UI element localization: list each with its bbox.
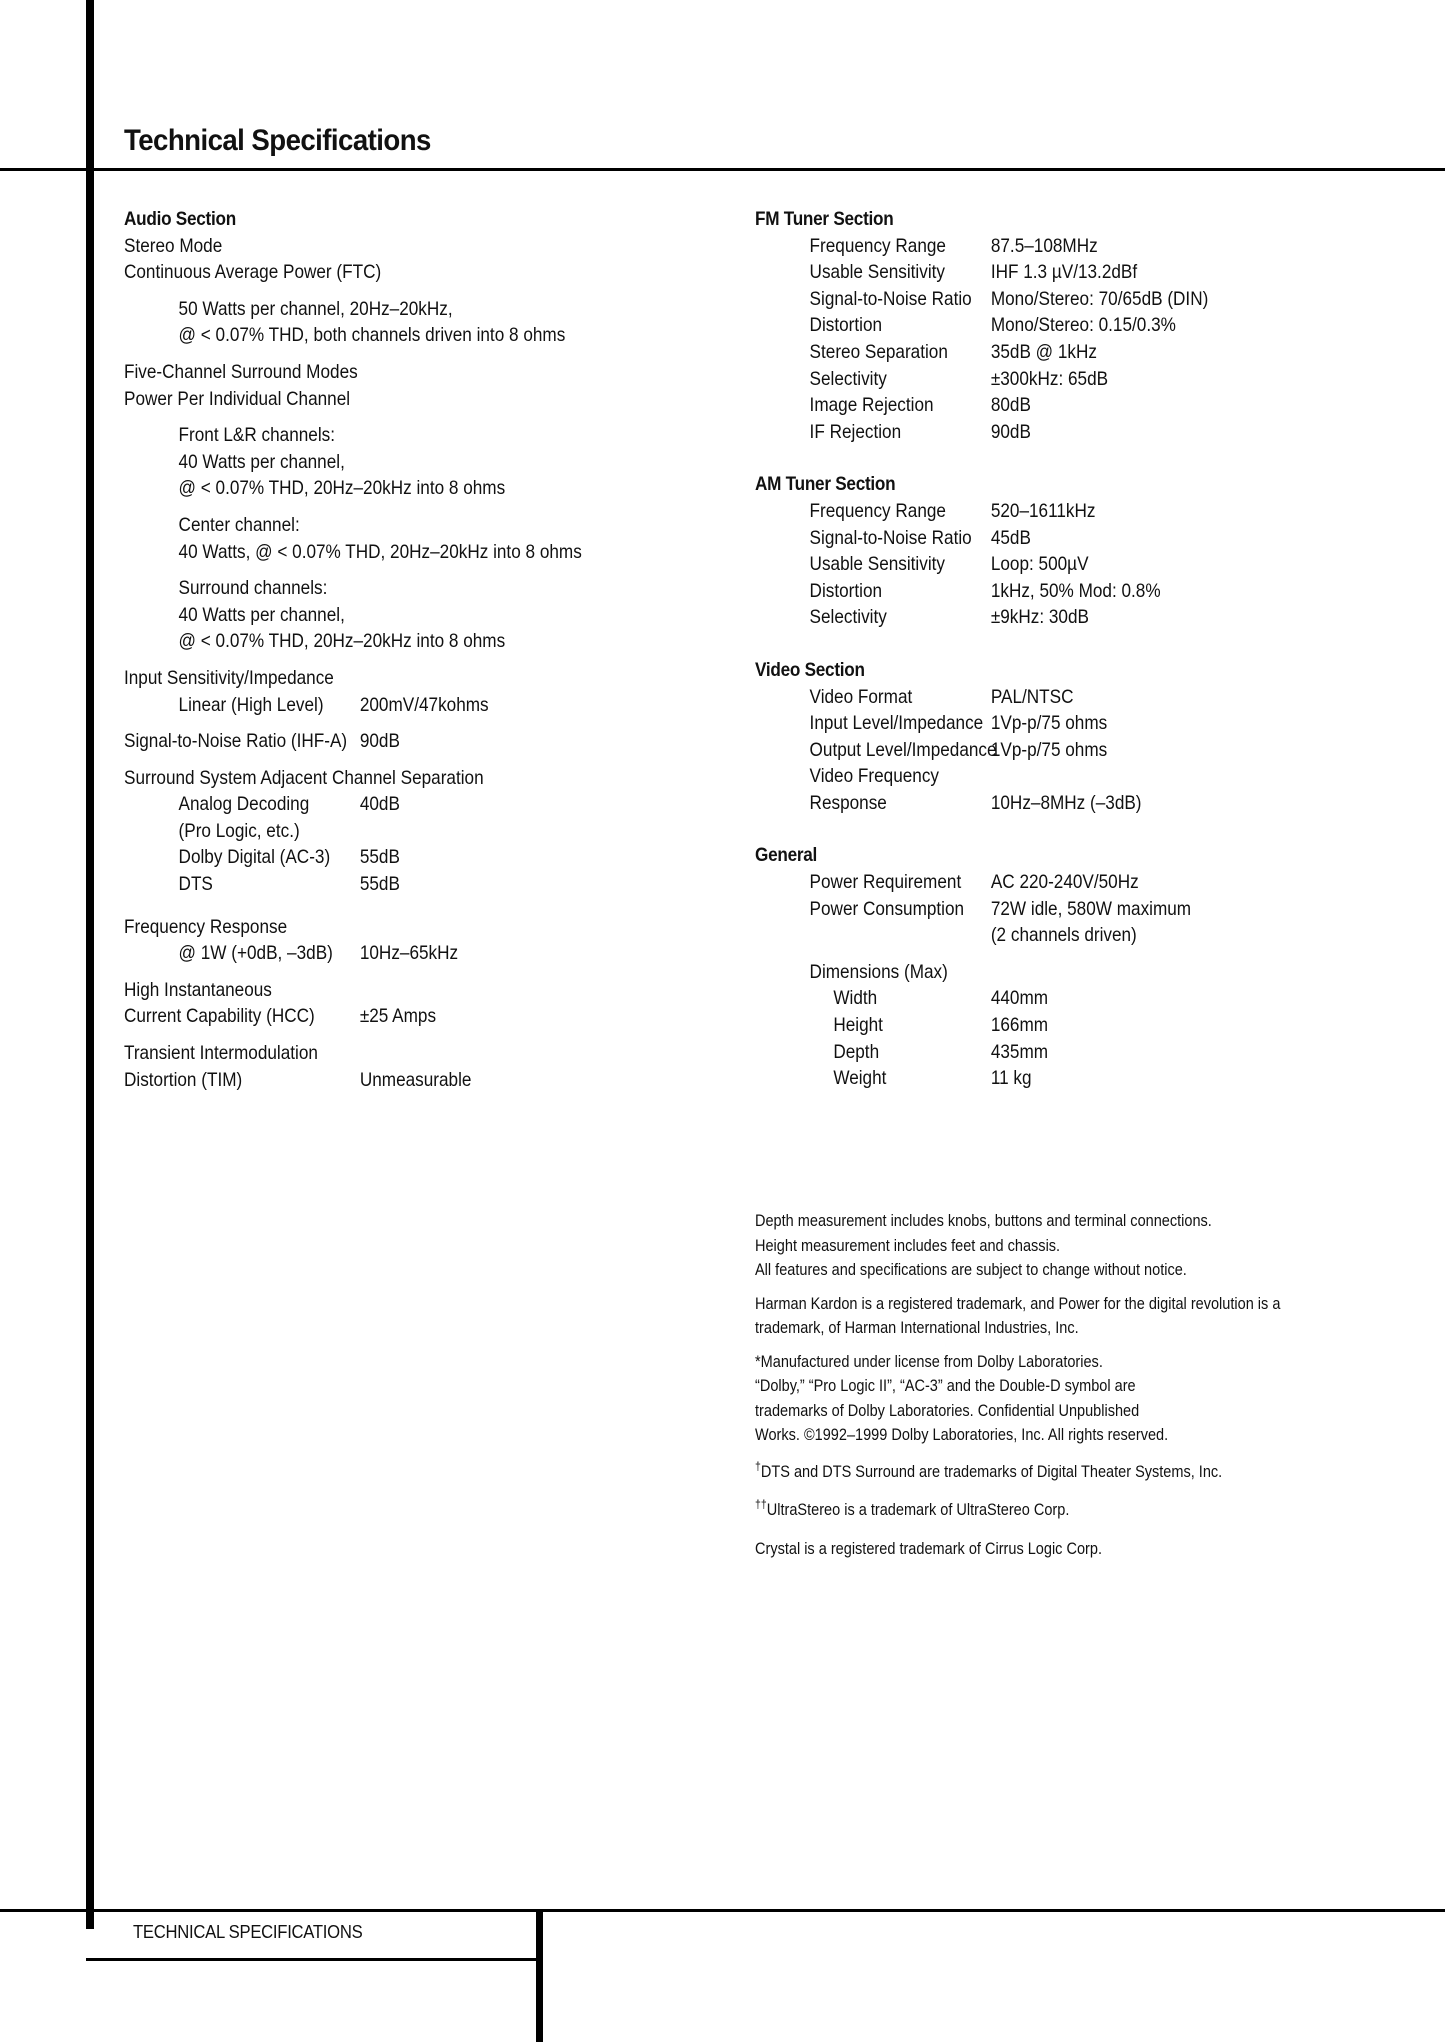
spec-row [755, 498, 1318, 525]
spec-label: Input Sensitivity/Impedance [124, 666, 334, 689]
spec-value: Center channel: [178, 513, 300, 536]
spec-row [755, 551, 1318, 578]
spec-value: 200mV/47kohms [359, 693, 489, 716]
tuner-video-general-sections [755, 206, 1395, 1092]
spec-label: Analog Decoding [178, 793, 310, 816]
spec-row [124, 818, 652, 845]
spec-value: 166mm [990, 1014, 1049, 1037]
harman-trademark-note: Harman Kardon is a registered trademark, and Power for the digital revolution is a trademark, of Harman International Industries, Inc. [755, 1294, 1281, 1337]
header-rule [0, 168, 1445, 171]
spec-label: Weight [833, 1067, 887, 1090]
spec-value: 435mm [990, 1040, 1049, 1063]
spec-label: Power Requirement [809, 871, 962, 894]
spec-row [124, 791, 652, 818]
spec-value: 10Hz–8MHz (–3dB) [990, 791, 1142, 814]
spec-row [755, 339, 1318, 366]
spec-row [755, 790, 1318, 817]
spec-value: 45dB [990, 526, 1031, 549]
spec-row [755, 763, 1318, 790]
spec-row [755, 869, 1318, 896]
spec-label: Linear (High Level) [178, 693, 324, 716]
spec-value: 1Vp-p/75 ohms [990, 712, 1108, 735]
spec-label: (Pro Logic, etc.) [178, 819, 300, 842]
spec-label: IF Rejection [809, 420, 902, 443]
spec-value: 90dB [990, 420, 1031, 443]
spec-row [755, 710, 1318, 737]
spec-row [755, 1039, 1318, 1066]
spec-label: Video Frequency [809, 765, 939, 788]
spec-value: 40 Watts per channel, [178, 450, 345, 473]
spec-label: Usable Sensitivity [809, 261, 945, 284]
spec-label: Frequency Response [124, 915, 288, 938]
spec-label: Transient Intermodulation [124, 1042, 318, 1065]
spec-row [755, 259, 1318, 286]
spec-label: Distortion (TIM) [124, 1068, 243, 1091]
spec-label: High Instantaneous [124, 978, 272, 1001]
spec-row [755, 922, 1318, 949]
spec-value: 50 Watts per channel, 20Hz–20kHz, [178, 297, 453, 320]
spec-value: 10Hz–65kHz [359, 942, 459, 965]
spec-row [755, 684, 1318, 711]
dagger-mark: † [755, 1458, 761, 1473]
spec-label: Output Level/Impedance [809, 738, 997, 761]
crystal-trademark-note: Crystal is a registered trademark of Cirrus Logic Corp. [755, 1539, 1102, 1558]
audio-section [124, 206, 724, 1093]
spec-value: Front L&R channels: [178, 424, 335, 447]
spec-label: Power Consumption [809, 897, 965, 920]
spec-value: 40 Watts per channel, [178, 603, 345, 626]
footer-divider-bar [536, 1910, 543, 2042]
spec-row [755, 578, 1318, 605]
footnotes [755, 1209, 1375, 1570]
am-tuner-section [755, 471, 1318, 631]
spec-label: Current Capability (HCC) [124, 1005, 315, 1028]
spec-row [124, 871, 652, 898]
spec-row [124, 692, 652, 719]
spec-label: Frequency Range [809, 499, 946, 522]
spec-row [755, 366, 1318, 393]
spec-row [755, 604, 1318, 631]
spec-label: Distortion [809, 314, 883, 337]
spec-row [755, 392, 1318, 419]
page-title: Technical Specifications [124, 124, 431, 157]
spec-value: 55dB [359, 873, 400, 896]
spec-label: @ 1W (+0dB, –3dB) [178, 942, 333, 965]
spec-row [755, 286, 1318, 313]
spec-label: Selectivity [809, 367, 887, 390]
spec-value: @ < 0.07% THD, both channels driven into 8 ohms [178, 324, 566, 347]
spec-label: Image Rejection [809, 394, 934, 417]
spec-value: 55dB [359, 846, 400, 869]
spec-label: Depth [833, 1040, 880, 1063]
section-heading: AM Tuner Section [755, 473, 896, 496]
spec-row [124, 844, 652, 871]
spec-value: 1kHz, 50% Mod: 0.8% [990, 579, 1161, 602]
measurement-note: Depth measurement includes knobs, buttons and terminal connections. Height measurement includes feet and chassis. All features and specifications are subject to change without notice. [755, 1212, 1212, 1279]
spec-label: Signal-to-Noise Ratio [809, 287, 972, 310]
spec-value: PAL/NTSC [990, 685, 1074, 708]
spec-label: Dolby Digital (AC-3) [178, 846, 331, 869]
spec-value: 40 Watts, @ < 0.07% THD, 20Hz–20kHz into 8 ohms [178, 540, 582, 563]
spec-row [755, 737, 1318, 764]
spec-row [755, 985, 1318, 1012]
footer-rule [0, 1909, 1445, 1912]
spec-value: 90dB [359, 730, 400, 753]
spec-label: Distortion [809, 579, 883, 602]
spec-label: Input Level/Impedance [809, 712, 984, 735]
video-section [755, 657, 1318, 817]
spec-value: @ < 0.07% THD, 20Hz–20kHz into 8 ohms [178, 630, 506, 653]
spec-label: Frequency Range [809, 234, 946, 257]
spec-value: 1Vp-p/75 ohms [990, 738, 1108, 761]
spec-value: ±25 Amps [359, 1005, 437, 1028]
ultrastereo-trademark-note: ††UltraStereo is a trademark of UltraStereo Corp. [755, 1497, 1070, 1519]
section-heading: FM Tuner Section [755, 208, 894, 230]
spec-label: Width [833, 987, 878, 1010]
section-heading: Video Section [755, 658, 865, 681]
spec-label: Selectivity [809, 606, 887, 629]
section-heading: General [755, 844, 818, 867]
spec-label: Continuous Average Power (FTC) [124, 261, 382, 284]
spec-label: Video Format [809, 685, 913, 708]
spec-row [755, 419, 1318, 446]
spec-value: 440mm [990, 987, 1049, 1010]
dolby-trademark-note: *Manufactured under license from Dolby Laboratories. “Dolby,” “Pro Logic II”, “AC-3” and the Double-D symbol are trademarks of Dolby Laboratories. Confidential Unpublished Works. ©1992–1999 Dolby Laboratories, Inc. All rights reserved. [755, 1352, 1169, 1444]
double-dagger-mark: †† [755, 1497, 767, 1511]
spec-label: Power Per Individual Channel [124, 387, 351, 410]
spec-row [124, 940, 652, 967]
spec-label: Usable Sensitivity [809, 553, 945, 576]
spec-label: Surround System Adjacent Channel Separation [124, 766, 484, 789]
spec-label: Height [833, 1014, 883, 1037]
spec-label: Five-Channel Surround Modes [124, 360, 358, 383]
spec-label: Stereo Separation [809, 340, 948, 363]
spec-row [755, 896, 1318, 923]
spec-row [124, 1067, 652, 1094]
spec-row [755, 1012, 1318, 1039]
spec-row [755, 312, 1318, 339]
spec-value: IHF 1.3 µV/13.2dBf [990, 261, 1138, 284]
spec-value: Mono/Stereo: 0.15/0.3% [990, 314, 1176, 337]
spec-value: @ < 0.07% THD, 20Hz–20kHz into 8 ohms [178, 477, 506, 500]
spec-label: Stereo Mode [124, 234, 223, 257]
left-margin-bar [86, 0, 94, 1929]
spec-label: Response [809, 791, 887, 814]
spec-value: 40dB [359, 793, 400, 816]
spec-value: Unmeasurable [359, 1068, 472, 1091]
spec-value: 520–1611kHz [990, 499, 1096, 522]
spec-value: 87.5–108MHz [990, 234, 1098, 257]
dts-trademark-note: †DTS and DTS Surround are trademarks of Digital Theater Systems, Inc. [755, 1458, 1223, 1481]
fm-tuner-section [755, 206, 1318, 445]
spec-value: 80dB [990, 394, 1031, 417]
spec-value: Mono/Stereo: 70/65dB (DIN) [990, 287, 1209, 310]
spec-value: 35dB @ 1kHz [990, 340, 1097, 363]
spec-value: Loop: 500µV [990, 553, 1089, 576]
footer-box-rule [86, 1958, 540, 1961]
spec-value: ±9kHz: 30dB [990, 606, 1089, 629]
spec-value: ±300kHz: 65dB [990, 367, 1109, 390]
spec-label: Signal-to-Noise Ratio [809, 526, 972, 549]
spec-label: Signal-to-Noise Ratio (IHF-A) [124, 730, 348, 753]
spec-label: DTS [178, 873, 213, 896]
spec-row [755, 1065, 1318, 1092]
spec-value: AC 220-240V/50Hz [990, 871, 1139, 894]
spec-value: (2 channels driven) [990, 924, 1137, 947]
section-heading: Audio Section [124, 208, 236, 230]
spec-row [755, 233, 1318, 260]
spec-value: 72W idle, 580W maximum [990, 897, 1192, 920]
spec-value: Surround channels: [178, 577, 328, 600]
general-section [755, 842, 1318, 1091]
spec-row [124, 1003, 652, 1030]
spec-label: Dimensions (Max) [809, 960, 948, 983]
spec-value: 11 kg [990, 1067, 1032, 1090]
spec-row [124, 728, 652, 755]
spec-row [755, 525, 1318, 552]
footer-section-label: TECHNICAL SPECIFICATIONS [133, 1921, 363, 1942]
